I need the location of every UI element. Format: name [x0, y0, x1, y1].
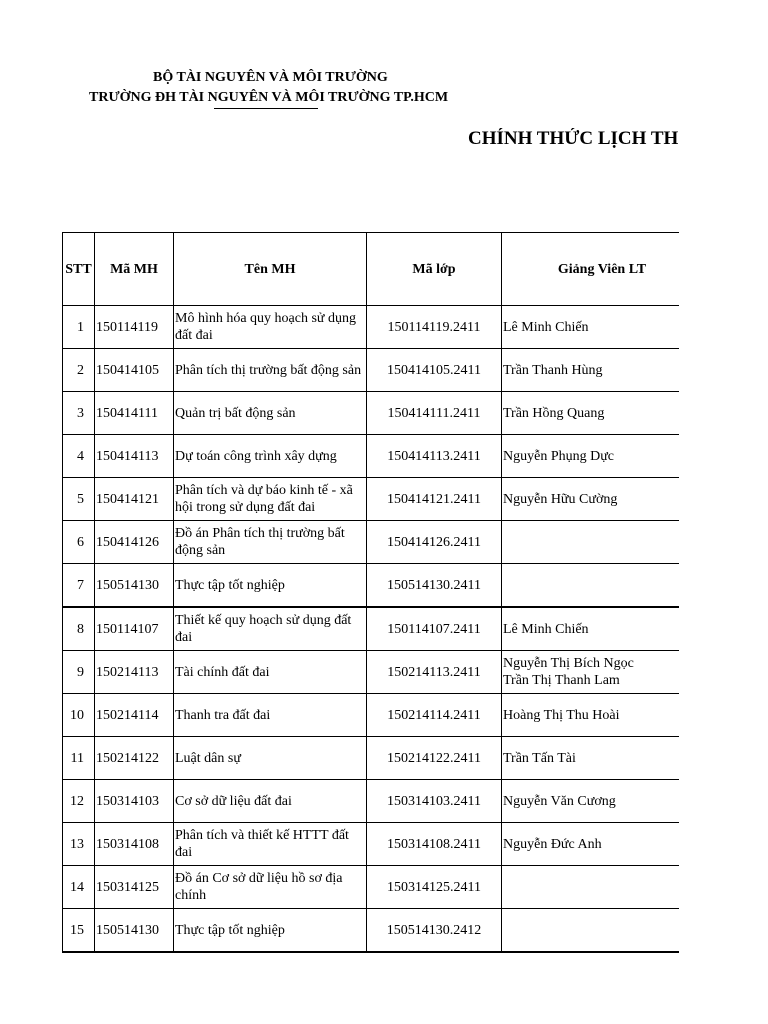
schedule-table-container [62, 232, 679, 953]
table-row [63, 607, 680, 651]
row-course-code: 150214114 [95, 694, 174, 737]
row-course-name: Đồ án Cơ sở dữ liệu hồ sơ địa chính [174, 866, 367, 909]
row-course-name: Mô hình hóa quy hoạch sử dụng đất đai [174, 306, 367, 349]
table-row [63, 521, 680, 564]
row-stt: 10 [63, 694, 95, 737]
row-class-code: 150314103.2411 [367, 780, 502, 823]
row-stt: 12 [63, 780, 95, 823]
row-stt: 1 [63, 306, 95, 349]
row-course-name: Quản trị bất động sản [174, 392, 367, 435]
row-stt: 8 [63, 607, 95, 651]
lecturer-name: Trần Tấn Tài [503, 750, 576, 766]
row-stt: 6 [63, 521, 95, 564]
row-class-code: 150414113.2411 [367, 435, 502, 478]
row-lecturer [502, 866, 680, 909]
row-course-code: 150414121 [95, 478, 174, 521]
row-class-code: 150414105.2411 [367, 349, 502, 392]
row-lecturer [502, 349, 680, 392]
schedule-table [62, 232, 679, 953]
lecturer-name: Trần Hồng Quang [503, 405, 605, 421]
column-header-course-code: Mã MH [95, 233, 174, 306]
row-lecturer [502, 823, 680, 866]
row-course-code: 150514130 [95, 909, 174, 953]
university-name: TRƯỜNG ĐH TÀI NGUYÊN VÀ MÔI TRƯỜNG TP.HCM [89, 90, 449, 105]
row-class-code: 150214114.2411 [367, 694, 502, 737]
row-course-code: 150414126 [95, 521, 174, 564]
row-course-code: 150314108 [95, 823, 174, 866]
row-stt: 2 [63, 349, 95, 392]
row-lecturer [502, 306, 680, 349]
row-course-code: 150414105 [95, 349, 174, 392]
row-lecturer [502, 651, 680, 694]
row-course-name: Dự toán công trình xây dựng [174, 435, 367, 478]
row-class-code: 150314108.2411 [367, 823, 502, 866]
row-stt: 11 [63, 737, 95, 780]
row-course-name: Cơ sở dữ liệu đất đai [174, 780, 367, 823]
row-course-name: Phân tích và dự báo kinh tế - xã hội trong sử dụng đất đai [174, 478, 367, 521]
row-course-name: Thực tập tốt nghiệp [174, 909, 367, 953]
row-lecturer [502, 521, 680, 564]
table-header-row [63, 233, 680, 306]
row-lecturer [502, 435, 680, 478]
row-course-code: 150114107 [95, 607, 174, 651]
table-row [63, 349, 680, 392]
page-title: CHÍNH THỨC LỊCH TH [468, 128, 678, 149]
lecturer-name: Nguyễn Đức Anh [503, 836, 602, 852]
row-stt: 3 [63, 392, 95, 435]
table-row [63, 780, 680, 823]
lecturer-name: Lê Minh Chiến [503, 621, 589, 637]
row-class-code: 150514130.2411 [367, 564, 502, 608]
row-course-code: 150214113 [95, 651, 174, 694]
table-row [63, 392, 680, 435]
table-row [63, 823, 680, 866]
row-lecturer [502, 780, 680, 823]
row-lecturer [502, 909, 680, 953]
row-course-name: Luật dân sự [174, 737, 367, 780]
column-header-stt: STT [63, 233, 95, 306]
column-header-class-code: Mã lớp [367, 233, 502, 306]
row-class-code: 150214122.2411 [367, 737, 502, 780]
row-course-code: 150314125 [95, 866, 174, 909]
lecturer-name: Trần Thanh Hùng [503, 362, 603, 378]
row-course-name: Thực tập tốt nghiệp [174, 564, 367, 608]
table-row [63, 435, 680, 478]
row-course-name: Thiết kế quy hoạch sử dụng đất đai [174, 607, 367, 651]
row-stt: 5 [63, 478, 95, 521]
row-course-name: Thanh tra đất đai [174, 694, 367, 737]
table-row [63, 694, 680, 737]
row-course-code: 150414111 [95, 392, 174, 435]
column-header-course-name: Tên MH [174, 233, 367, 306]
row-stt: 15 [63, 909, 95, 953]
row-stt: 9 [63, 651, 95, 694]
lecturer-name: Nguyễn Văn Cương [503, 793, 616, 809]
row-class-code: 150414121.2411 [367, 478, 502, 521]
row-class-code: 150514130.2412 [367, 909, 502, 953]
row-stt: 4 [63, 435, 95, 478]
row-class-code: 150414111.2411 [367, 392, 502, 435]
row-course-name: Phân tích và thiết kế HTTT đất đai [174, 823, 367, 866]
lecturer-name: Nguyễn Thị Bích Ngọc [503, 656, 634, 671]
row-stt: 14 [63, 866, 95, 909]
row-lecturer [502, 694, 680, 737]
row-course-code: 150514130 [95, 564, 174, 608]
row-class-code: 150114107.2411 [367, 607, 502, 651]
row-course-name: Đồ án Phân tích thị trường bất động sản [174, 521, 367, 564]
row-course-name: Tài chính đất đai [174, 651, 367, 694]
header-underline [214, 108, 318, 109]
lecturer-name: Hoàng Thị Thu Hoài [503, 707, 620, 723]
table-row [63, 478, 680, 521]
row-course-code: 150414113 [95, 435, 174, 478]
lecturer-name: Nguyễn Hữu Cường [503, 491, 618, 507]
row-stt: 7 [63, 564, 95, 608]
row-course-code: 150114119 [95, 306, 174, 349]
row-class-code: 150114119.2411 [367, 306, 502, 349]
ministry-name: BỘ TÀI NGUYÊN VÀ MÔI TRƯỜNG [153, 70, 388, 85]
row-lecturer [502, 392, 680, 435]
table-row [63, 909, 680, 953]
table-row [63, 306, 680, 349]
table-row [63, 564, 680, 608]
row-stt: 13 [63, 823, 95, 866]
row-course-name: Phân tích thị trường bất động sản [174, 349, 367, 392]
lecturer-name: Trần Thị Thanh Lam [503, 673, 620, 688]
table-body [63, 306, 680, 953]
table-row [63, 737, 680, 780]
row-class-code: 150214113.2411 [367, 651, 502, 694]
row-lecturer [502, 478, 680, 521]
row-course-code: 150214122 [95, 737, 174, 780]
column-header-lecturer: Giảng Viên LT [502, 233, 680, 306]
table-row [63, 866, 680, 909]
table-row [63, 651, 680, 694]
row-class-code: 150414126.2411 [367, 521, 502, 564]
row-class-code: 150314125.2411 [367, 866, 502, 909]
row-lecturer [502, 564, 680, 608]
row-lecturer [502, 607, 680, 651]
lecturer-name: Lê Minh Chiến [503, 319, 589, 335]
lecturer-name: Nguyễn Phụng Dực [503, 448, 615, 464]
row-course-code: 150314103 [95, 780, 174, 823]
row-lecturer [502, 737, 680, 780]
